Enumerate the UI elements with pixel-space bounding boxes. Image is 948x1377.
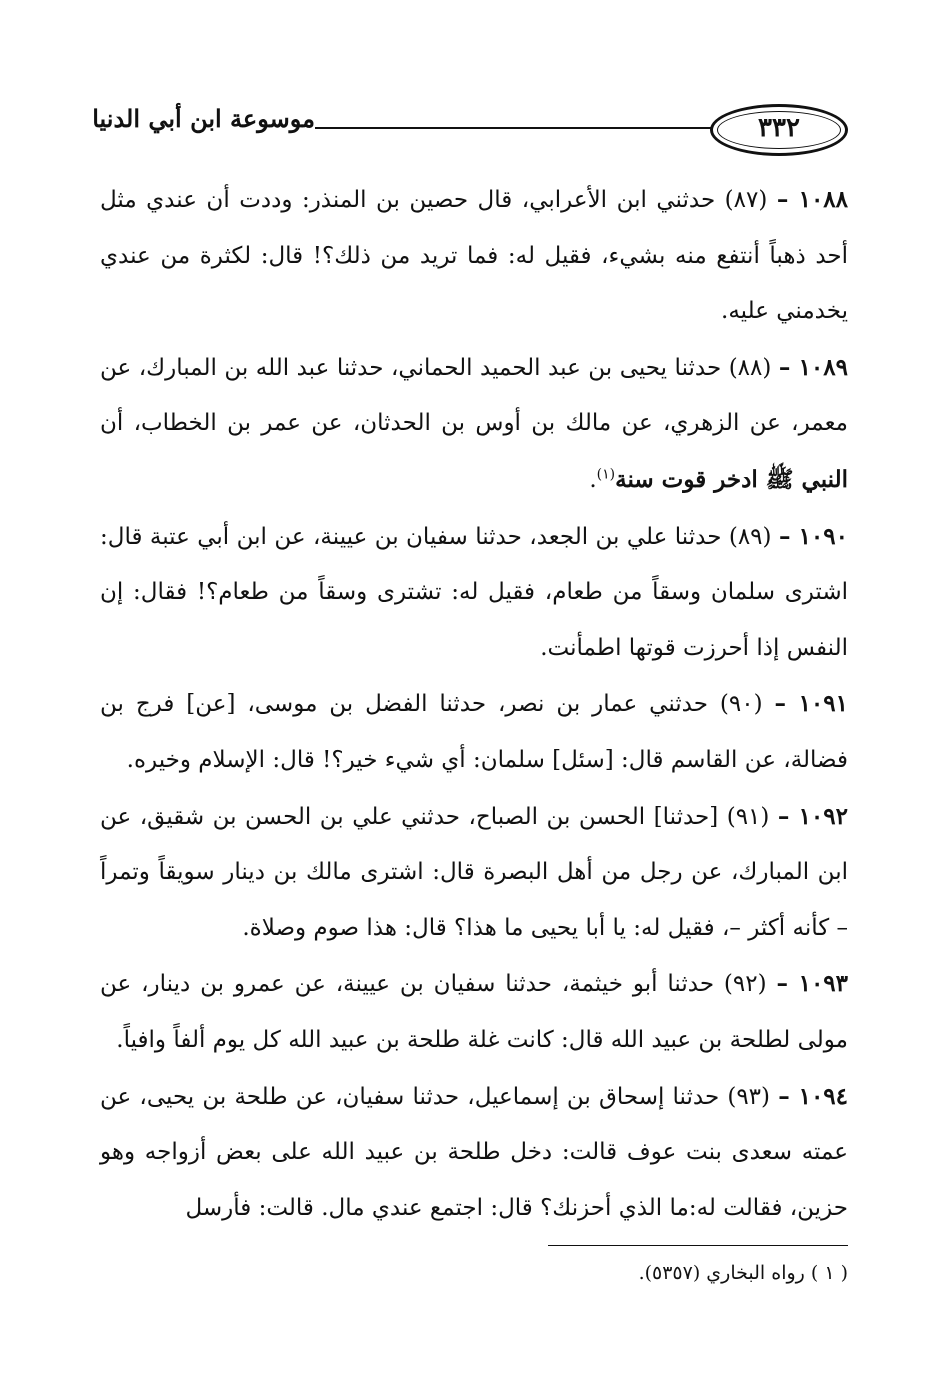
hadith-text: (٩٢) حدثنا أبو خيثمة، حدثنا سفيان بن عيينة، عن عمرو بن دينار، عن مولى لطلحة بن عبيد الله قال: كانت غلة طلحة بن عبيد الله كل يوم ألفاً وافياً. [100, 971, 848, 1053]
hadith-number: ١٠٨٩ – [778, 353, 848, 381]
footnote-reference[interactable]: (١) [596, 466, 616, 483]
hadith-paragraph [100, 676, 848, 788]
hadith-number: ١٠٩٣ – [776, 970, 849, 998]
page-body [100, 172, 848, 1236]
page-header [92, 100, 848, 164]
hadith-text: (٨٧) حدثني ابن الأعرابي، قال حصين بن المنذر: وددت أن عندي مثل أحد ذهباً أنتفع منه بشيء، فقيل له: فما تريد من ذلك؟! قال: لكثرة من عندي يخدمني عليه. [100, 187, 848, 325]
footnote: ( ١ ) رواه البخاري (٥٣٥٧). [638, 1262, 848, 1284]
hadith-emphasis: النبي ﷺ ادخر قوت سنة [615, 465, 848, 493]
hadith-paragraph [100, 789, 848, 957]
hadith-paragraph [100, 340, 848, 509]
hadith-text: (٩٠) حدثني عمار بن نصر، حدثنا الفضل بن موسى، [عن] فرج بن فضالة، عن القاسم قال: [سئل] سلمان: أي شيء خير؟! قال: الإسلام وخيره. [100, 691, 848, 773]
hadith-paragraph [100, 172, 848, 340]
page-number: ٣٣٢ [758, 113, 800, 143]
hadith-text: (٨٨) حدثنا يحيى بن عبد الحميد الحماني، حدثنا عبد الله بن المبارك، عن معمر، عن الزهري، عن مالك بن أوس بن الحدثان، عن عمر بن الخطاب، أن [100, 354, 848, 437]
hadith-paragraph [100, 1069, 848, 1237]
hadith-paragraph [100, 509, 848, 677]
hadith-text: (٨٩) حدثنا علي بن الجعد، حدثنا سفيان بن عيينة، عن ابن أبي عتبة قال: اشترى سلمان وسقاً من طعام، فقيل له: تشترى وسقاً من طعام؟! فقال: إن النفس إذا أحرزت قوتها اطمأنت. [100, 523, 848, 661]
page-number-frame [710, 104, 848, 156]
hadith-paragraph [100, 956, 848, 1068]
hadith-number: ١٠٩٤ – [778, 1082, 849, 1110]
hadith-number: ١٠٩٠ – [778, 522, 848, 550]
hadith-text: (٩١) [حدثنا] الحسن بن الصباح، حدثني علي بن الحسن بن شقيق، عن ابن المبارك، عن رجل من أهل البصرة قال: اشترى مالك بن دينار سويقاً وتمراً – كأنه أكثر –، فقيل له: يا أبا يحيى ما هذا؟ قال: هذا صوم وصلاة. [100, 803, 848, 941]
hadith-number: ١٠٩١ – [774, 690, 848, 718]
hadith-text: (٩٣) حدثنا إسحاق بن إسماعيل، حدثنا سفيان، عن طلحة بن يحيى، عن عمته سعدى بنت عوف قالت: دخل طلحة بن عبيد الله على بعض أزواجه وهو حزين، فقالت له:ما الذي أحزنك؟ قال: اجتمع عندي مال. قالت: فأرسل [100, 1083, 848, 1221]
hadith-number: ١٠٩٢ – [777, 802, 848, 830]
hadith-tail: . [589, 466, 597, 493]
footnote-rule [548, 1245, 848, 1246]
header-rule [315, 127, 712, 129]
book-title: موسوعة ابن أبي الدنيا [92, 104, 315, 133]
hadith-number: ١٠٨٨ – [776, 186, 849, 213]
